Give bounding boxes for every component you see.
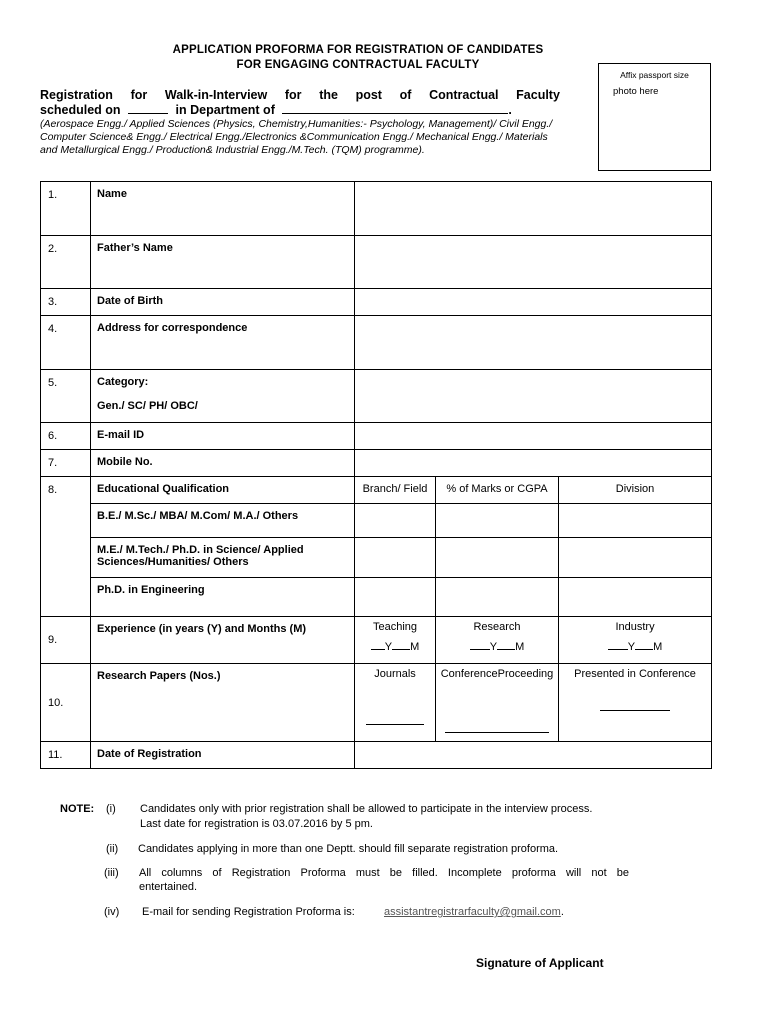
department-list: (Aerospace Engg./ Applied Sciences (Physics, Chemistry,Humanities:- Psychology, Management)/ Civil Engg./ Computer Science& Engg./ Electrical Engg./Electronics &Communication Engg./ Mechanical Engg./ Materials and Metallurgical Engg./ Production& Industrial Engg./M.Tech. (TQM) programme). bbox=[40, 118, 553, 156]
teaching-label: Teaching bbox=[372, 621, 418, 633]
reg-word: for bbox=[130, 88, 148, 102]
table-row bbox=[41, 504, 712, 538]
note-text: Candidates only with prior registration shall be allowed to participate in the interview process. bbox=[140, 803, 593, 815]
qualification-row-graduate: B.E./ M.Sc./ MBA/ M.Com/ M.A./ Others bbox=[91, 504, 355, 538]
table-row bbox=[41, 742, 712, 769]
table-row bbox=[41, 182, 712, 236]
marks-input[interactable] bbox=[436, 578, 559, 617]
email-input[interactable] bbox=[355, 423, 712, 450]
mobile-input[interactable] bbox=[355, 450, 712, 477]
branch-input[interactable] bbox=[355, 538, 436, 578]
field-label-experience: Experience (in years (Y) and Months (M) bbox=[91, 617, 355, 664]
industry-label: Industry bbox=[615, 621, 655, 633]
row-number: 4. bbox=[41, 316, 91, 370]
reg-word: the bbox=[319, 88, 338, 102]
presented-blank[interactable] bbox=[559, 702, 711, 714]
row-number: 1. bbox=[41, 182, 91, 236]
row-number: 6. bbox=[41, 423, 91, 450]
row-number: 7. bbox=[41, 450, 91, 477]
name-input[interactable] bbox=[355, 182, 712, 236]
experience-teaching bbox=[355, 617, 436, 664]
note-text: E-mail for sending Registration Proforma is: bbox=[142, 906, 355, 918]
col-header-marks: % of Marks or CGPA bbox=[436, 477, 559, 504]
teaching-ym[interactable]: Y M bbox=[355, 641, 435, 653]
note-number: (i) bbox=[106, 803, 116, 815]
row-number: 11. bbox=[41, 742, 91, 769]
table-row bbox=[41, 477, 712, 504]
table-row bbox=[41, 578, 712, 617]
field-label-research-papers: Research Papers (Nos.) bbox=[91, 664, 355, 742]
note-number: (iii) bbox=[104, 867, 119, 879]
note-text: All columns of Registration Proforma must be filled. Incomplete proforma will not be bbox=[139, 867, 629, 879]
note-text: entertained. bbox=[139, 881, 198, 893]
research-label: Research bbox=[473, 621, 521, 633]
col-header-division: Division bbox=[559, 477, 712, 504]
form-title-line1: APPLICATION PROFORMA FOR REGISTRATION OF CANDIDATES bbox=[172, 44, 544, 56]
reg-word: Registration bbox=[40, 88, 113, 102]
note-label: NOTE: bbox=[60, 803, 95, 815]
experience-industry bbox=[559, 617, 712, 664]
table-row bbox=[41, 236, 712, 289]
row-number: 2. bbox=[41, 236, 91, 289]
branch-input[interactable] bbox=[355, 504, 436, 538]
address-input[interactable] bbox=[355, 316, 712, 370]
marks-input[interactable] bbox=[436, 538, 559, 578]
qualification-row-phd: Ph.D. in Engineering bbox=[91, 578, 355, 617]
registration-line1 bbox=[40, 88, 560, 102]
department-blank[interactable] bbox=[282, 113, 508, 114]
table-row bbox=[41, 370, 712, 423]
division-input[interactable] bbox=[559, 504, 712, 538]
industry-ym[interactable]: Y M bbox=[559, 641, 711, 653]
qualification-row-postgraduate: M.E./ M.Tech./ Ph.D. in Science/ Applied Sciences/Humanities/ Others bbox=[91, 538, 355, 578]
reg-word: for bbox=[284, 88, 302, 102]
field-label-category bbox=[91, 370, 355, 423]
experience-research bbox=[436, 617, 559, 664]
journals-cell bbox=[355, 664, 436, 742]
row-number: 5. bbox=[41, 370, 91, 423]
field-label-email: E-mail ID bbox=[91, 423, 355, 450]
conference-cell bbox=[436, 664, 559, 742]
division-input[interactable] bbox=[559, 538, 712, 578]
reg-word: post bbox=[355, 88, 382, 102]
table-row bbox=[41, 617, 712, 664]
reg-word: of bbox=[399, 88, 412, 102]
photo-box-label-2: photo here bbox=[613, 86, 659, 97]
conference-label: ConferenceProceeding bbox=[440, 668, 554, 680]
field-label-address: Address for correspondence bbox=[91, 316, 355, 370]
branch-input[interactable] bbox=[355, 578, 436, 617]
reg-word: Faculty bbox=[516, 88, 560, 102]
registration-form-table bbox=[40, 181, 712, 769]
field-label-name: Name bbox=[91, 182, 355, 236]
presented-label: Presented in Conference bbox=[574, 668, 696, 680]
date-registration-input[interactable] bbox=[355, 742, 712, 769]
email-link[interactable]: assistantregistrarfaculty@gmail.com bbox=[384, 906, 561, 918]
reg-word: Contractual bbox=[429, 88, 499, 102]
conference-blank[interactable] bbox=[436, 724, 558, 736]
photo-box-label: Affix passport size bbox=[620, 70, 689, 80]
field-label-father-name: Father’s Name bbox=[91, 236, 355, 289]
category-label: Category: bbox=[97, 376, 149, 388]
field-label-qualification: Educational Qualification bbox=[91, 477, 355, 504]
row-number: 10. bbox=[41, 664, 91, 742]
table-row bbox=[41, 538, 712, 578]
field-label-dob: Date of Birth bbox=[91, 289, 355, 316]
row-number: 8. bbox=[41, 477, 91, 617]
note-text: Candidates applying in more than one Deptt. should fill separate registration proforma. bbox=[138, 843, 559, 855]
table-row bbox=[41, 316, 712, 370]
registration-line2: scheduled on in Department of . bbox=[40, 103, 512, 117]
email-address-line: assistantregistrarfaculty@gmail.com. bbox=[384, 906, 564, 918]
category-options: Gen./ SC/ PH/ OBC/ bbox=[97, 400, 198, 412]
form-title-line2: FOR ENGAGING CONTRACTUAL FACULTY bbox=[236, 59, 480, 71]
row-number: 3. bbox=[41, 289, 91, 316]
department-label: in Department of bbox=[175, 103, 275, 117]
col-header-branch: Branch/ Field bbox=[355, 477, 436, 504]
signature-label: Signature of Applicant bbox=[476, 956, 604, 970]
photo-box bbox=[598, 63, 711, 171]
schedule-date-blank[interactable] bbox=[128, 113, 168, 114]
father-name-input[interactable] bbox=[355, 236, 712, 289]
note-number: (ii) bbox=[106, 843, 119, 855]
journals-blank[interactable] bbox=[355, 716, 435, 728]
journals-label: Journals bbox=[374, 668, 416, 680]
division-input[interactable] bbox=[559, 578, 712, 617]
field-label-mobile: Mobile No. bbox=[91, 450, 355, 477]
dob-input[interactable] bbox=[355, 289, 712, 316]
marks-input[interactable] bbox=[436, 504, 559, 538]
research-ym[interactable]: Y M bbox=[436, 641, 558, 653]
table-row bbox=[41, 450, 712, 477]
table-row bbox=[41, 289, 712, 316]
field-label-date-registration: Date of Registration bbox=[91, 742, 355, 769]
category-input[interactable] bbox=[355, 370, 712, 423]
scheduled-on-label: scheduled on bbox=[40, 103, 121, 117]
table-row bbox=[41, 664, 712, 742]
presented-cell bbox=[559, 664, 712, 742]
table-row bbox=[41, 423, 712, 450]
row-number: 9. bbox=[41, 617, 91, 664]
note-text: Last date for registration is 03.07.2016 by 5 pm. bbox=[140, 818, 373, 830]
note-number: (iv) bbox=[104, 906, 120, 918]
reg-word: Walk-in-Interview bbox=[164, 88, 268, 102]
